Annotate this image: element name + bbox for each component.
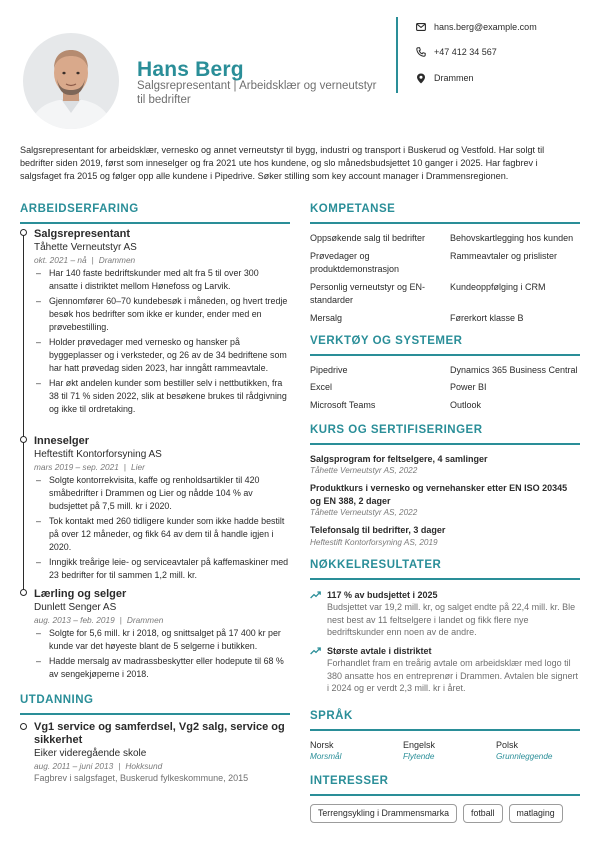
- education-dates: aug. 2011 – juni 2013: [34, 761, 114, 771]
- location-pin-icon: [416, 73, 426, 84]
- skill-item: Oppsøkende salg til bedrifter: [310, 232, 426, 243]
- language-level: Grunnleggende: [496, 751, 553, 761]
- job-title: Salgsrepresentant: [34, 228, 130, 240]
- tool-item: Excel: [310, 382, 333, 393]
- result-title: 117 % av budsjettet i 2025: [327, 589, 438, 600]
- languages-section: [310, 709, 580, 762]
- candidate-name: Hans Berg: [137, 58, 244, 81]
- section-rule: [310, 729, 580, 731]
- skill-item: Rammeavtaler og prislister: [450, 251, 558, 262]
- skill-item: Førerkort klasse B: [450, 313, 524, 324]
- language-name: Polsk: [496, 739, 519, 750]
- candidate-headline: Salgsrepresentant | Arbeidsklær og verneutstyr til bedrifter: [137, 80, 377, 106]
- result-text: Forhandlet fram en treårig avtale om arbeidsklær med logo til 380 ansatte hos en entreprenør i Drammen. Avtalen ble signert i 2024 og er verdt 2,3 mill. kr i året.: [327, 658, 578, 694]
- job-bullet: – Gjennomfører 60–70 kundebesøk i måneden, og hvert tredje besøk hos bedrifter som ikke er kunder, ender med en prøvebestilling.: [34, 295, 290, 334]
- result-item: [310, 645, 580, 695]
- tool-item: Microsoft Teams: [310, 399, 376, 410]
- section-title: INTERESSER: [310, 775, 389, 787]
- section-title: KOMPETANSE: [310, 203, 396, 215]
- courses-section: [310, 423, 580, 548]
- job-location: Drammen: [126, 615, 164, 625]
- job-entry: [34, 228, 290, 418]
- experience-section: [20, 202, 290, 224]
- section-rule: [310, 443, 580, 445]
- education-note: Fagbrev i salgsfaget, Buskerud fylkeskommune, 2015: [34, 773, 249, 783]
- trend-up-icon: [310, 647, 321, 655]
- section-title: SPRÅK: [310, 710, 353, 722]
- course-issuer: Tåhette Verneutstyr AS, 2022: [310, 508, 418, 518]
- results-section: [310, 558, 580, 695]
- education-section: [20, 693, 290, 715]
- job-bullet: – Har 140 faste bedriftskunder med alt fra 5 til over 300 ansatte i distriktet mellom Hønefoss og Larvik.: [34, 267, 290, 293]
- job-title: Inneselger: [34, 435, 90, 447]
- job-bullet: – Har økt andelen kunder som bestiller selv i nettbutikken, fra 38 til 71 % siden 2022, slik at besøkene brukes til rådgivning og ikke til ordretaking.: [34, 377, 290, 416]
- job-bullet: – Solgte for 5,6 mill. kr i 2018, og snittsalget på 17 400 kr per kunde var det høyeste blant de 5 selgerne i butikken.: [34, 627, 290, 653]
- job-title: Lærling og selger: [34, 588, 127, 600]
- section-rule: [310, 222, 580, 224]
- interest-tag: matlaging: [509, 804, 563, 824]
- course-name: Produktkurs i vernesko og vernehansker etter EN ISO 20345 og EN 388, 2 dager: [310, 483, 568, 506]
- job-bullets: [34, 267, 290, 416]
- job-dates: aug. 2013 – feb. 2019: [34, 615, 115, 625]
- course-name: Telefonsalg til bedrifter, 3 dager: [310, 525, 446, 536]
- trend-up-icon: [310, 591, 321, 599]
- languages-grid: [310, 739, 580, 762]
- job-bullet: – Tok kontakt med 260 tidligere kunder som ikke hadde bestilt på over 12 måneder, og fikk 64 av dem til å handle igjen i 2020.: [34, 515, 290, 554]
- contact-location: [416, 72, 474, 84]
- job-company: Tåhette Verneutstyr AS: [34, 242, 137, 253]
- job-meta: aug. 2013 – feb. 2019 | Drammen: [34, 615, 164, 625]
- job-bullet: – Inngikk treårige leie- og serviceavtaler på kaffemaskiner med 23 bedrifter for til sammen 1,2 mill. kr.: [34, 556, 290, 582]
- job-bullet: – Solgte kontorrekvisita, kaffe og renholdsartikler til 420 småbedrifter i Drammen og Lier og nådde 104 % av budsjettet på 7,5 mill. kr i 2020.: [34, 474, 290, 513]
- result-text: Budsjettet var 19,2 mill. kr, og salget endte på 22,4 mill. kr. Ble nest best av 11 feltselgere i landet og fikk flere nye bedriftskunder enn noen av de andre.: [327, 602, 576, 638]
- profile-photo: [23, 33, 119, 129]
- section-title: KURS OG SERTIFISERINGER: [310, 424, 483, 436]
- skills-section: [310, 202, 580, 325]
- tools-grid: [310, 364, 580, 412]
- language-item: [310, 739, 403, 762]
- course-name: Salgsprogram for feltselgere, 4 samlinger: [310, 453, 488, 464]
- phone-icon: [416, 47, 426, 57]
- timeline-dot: [20, 723, 27, 730]
- interest-tag: fotball: [463, 804, 502, 824]
- interests-section: [310, 774, 580, 823]
- job-entry: [34, 435, 290, 584]
- education-degree: Vg1 service og samferdsel, Vg2 salg, service og sikkerhet: [34, 721, 285, 746]
- job-entry: [34, 588, 290, 683]
- job-location: Lier: [131, 462, 145, 472]
- section-rule: [310, 578, 580, 580]
- tool-item: Dynamics 365 Business Central: [450, 364, 578, 375]
- section-rule: [20, 713, 290, 715]
- profile-summary: Salgsrepresentant for arbeidsklær, vernesko og annet verneutstyr til bygg, industri og transport i Buskerud og Vestfold. Har solgt til bedrifter siden 2019, først som inneselger og fra 2021 ute hos kundene, og slo månedsbudsjettet 10 ganger i 2025. Har fagbrev i salgsfaget fra 2015 og følger opp alle kundene i Pipedrive. Søker stilling som key account manager i Drammensregionen.: [20, 145, 545, 181]
- language-name: Norsk: [310, 739, 334, 750]
- job-company: Heftestift Kontorforsyning AS: [34, 449, 162, 460]
- result-item: [310, 589, 580, 639]
- language-item: [496, 739, 580, 762]
- course-item: [310, 453, 580, 477]
- contact-phone[interactable]: [416, 46, 497, 58]
- section-rule: [20, 222, 290, 224]
- course-issuer: Heftestift Kontorforsyning AS, 2019: [310, 537, 438, 547]
- skill-item: Personlig verneutstyr og EN-standarder: [310, 282, 426, 305]
- section-title: ARBEIDSERFARING: [20, 203, 139, 215]
- interest-tag: Terrengsykling i Drammensmarka: [310, 804, 457, 824]
- education-school: Eiker videregående skole: [34, 748, 147, 759]
- language-item: [403, 739, 496, 762]
- location-text: Drammen: [434, 73, 474, 83]
- language-level: Flytende: [403, 751, 435, 761]
- course-item: [310, 482, 580, 518]
- job-bullet: – Hadde mersalg av madrassbeskytter eller hodepute til 68 % av sengekjøperne i 2018.: [34, 655, 290, 681]
- job-bullet: – Holder prøvedager med vernesko og hansker på byggeplasser og i verksteder, og 26 av de 34 bedriftene som har hatt prøvedag siden 2023, har inngått rammeavtale.: [34, 336, 290, 375]
- section-rule: [310, 354, 580, 356]
- job-location: Drammen: [98, 255, 136, 265]
- education-meta: aug. 2011 – juni 2013 | Hokksund: [34, 761, 163, 771]
- tool-item: Power BI: [450, 382, 487, 393]
- job-meta: mars 2019 – sep. 2021 | Lier: [34, 462, 145, 472]
- mail-icon: [416, 23, 426, 31]
- section-title: VERKTØY OG SYSTEMER: [310, 335, 463, 347]
- job-bullets: [34, 627, 290, 681]
- language-level: Morsmål: [310, 751, 342, 761]
- result-title: Største avtale i distriktet: [327, 645, 432, 656]
- course-item: [310, 524, 580, 548]
- interest-tags: [310, 804, 580, 824]
- timeline-dot: [20, 589, 27, 596]
- job-dates: okt. 2021 – nå: [34, 255, 87, 265]
- skill-item: Mersalg: [310, 313, 343, 324]
- job-bullets: [34, 474, 290, 582]
- phone-text: +47 412 34 567: [434, 47, 497, 57]
- skill-item: Prøvedager og produktdemonstrasjon: [310, 251, 400, 274]
- experience-timeline: [23, 233, 24, 593]
- contact-email[interactable]: [416, 21, 537, 33]
- skills-grid: [310, 232, 580, 325]
- section-rule: [310, 794, 580, 796]
- tool-item: Outlook: [450, 399, 482, 410]
- skill-item: Behovskartlegging hos kunden: [450, 232, 574, 243]
- job-dates: mars 2019 – sep. 2021: [34, 462, 119, 472]
- skill-item: Kundeoppfølging i CRM: [450, 282, 546, 293]
- job-meta: okt. 2021 – nå | Drammen: [34, 255, 136, 265]
- tools-section: [310, 334, 580, 411]
- job-company: Dunlett Senger AS: [34, 602, 117, 613]
- timeline-dot: [20, 436, 27, 443]
- email-text: hans.berg@example.com: [434, 22, 537, 32]
- course-issuer: Tåhette Verneutstyr AS, 2022: [310, 466, 418, 476]
- timeline-dot: [20, 229, 27, 236]
- tool-item: Pipedrive: [310, 364, 348, 375]
- language-name: Engelsk: [403, 739, 436, 750]
- education-entry: [34, 721, 290, 785]
- education-location: Hokksund: [125, 761, 163, 771]
- section-title: NØKKELRESULTATER: [310, 559, 442, 571]
- section-title: UTDANNING: [20, 694, 94, 706]
- header-divider: [396, 17, 398, 93]
